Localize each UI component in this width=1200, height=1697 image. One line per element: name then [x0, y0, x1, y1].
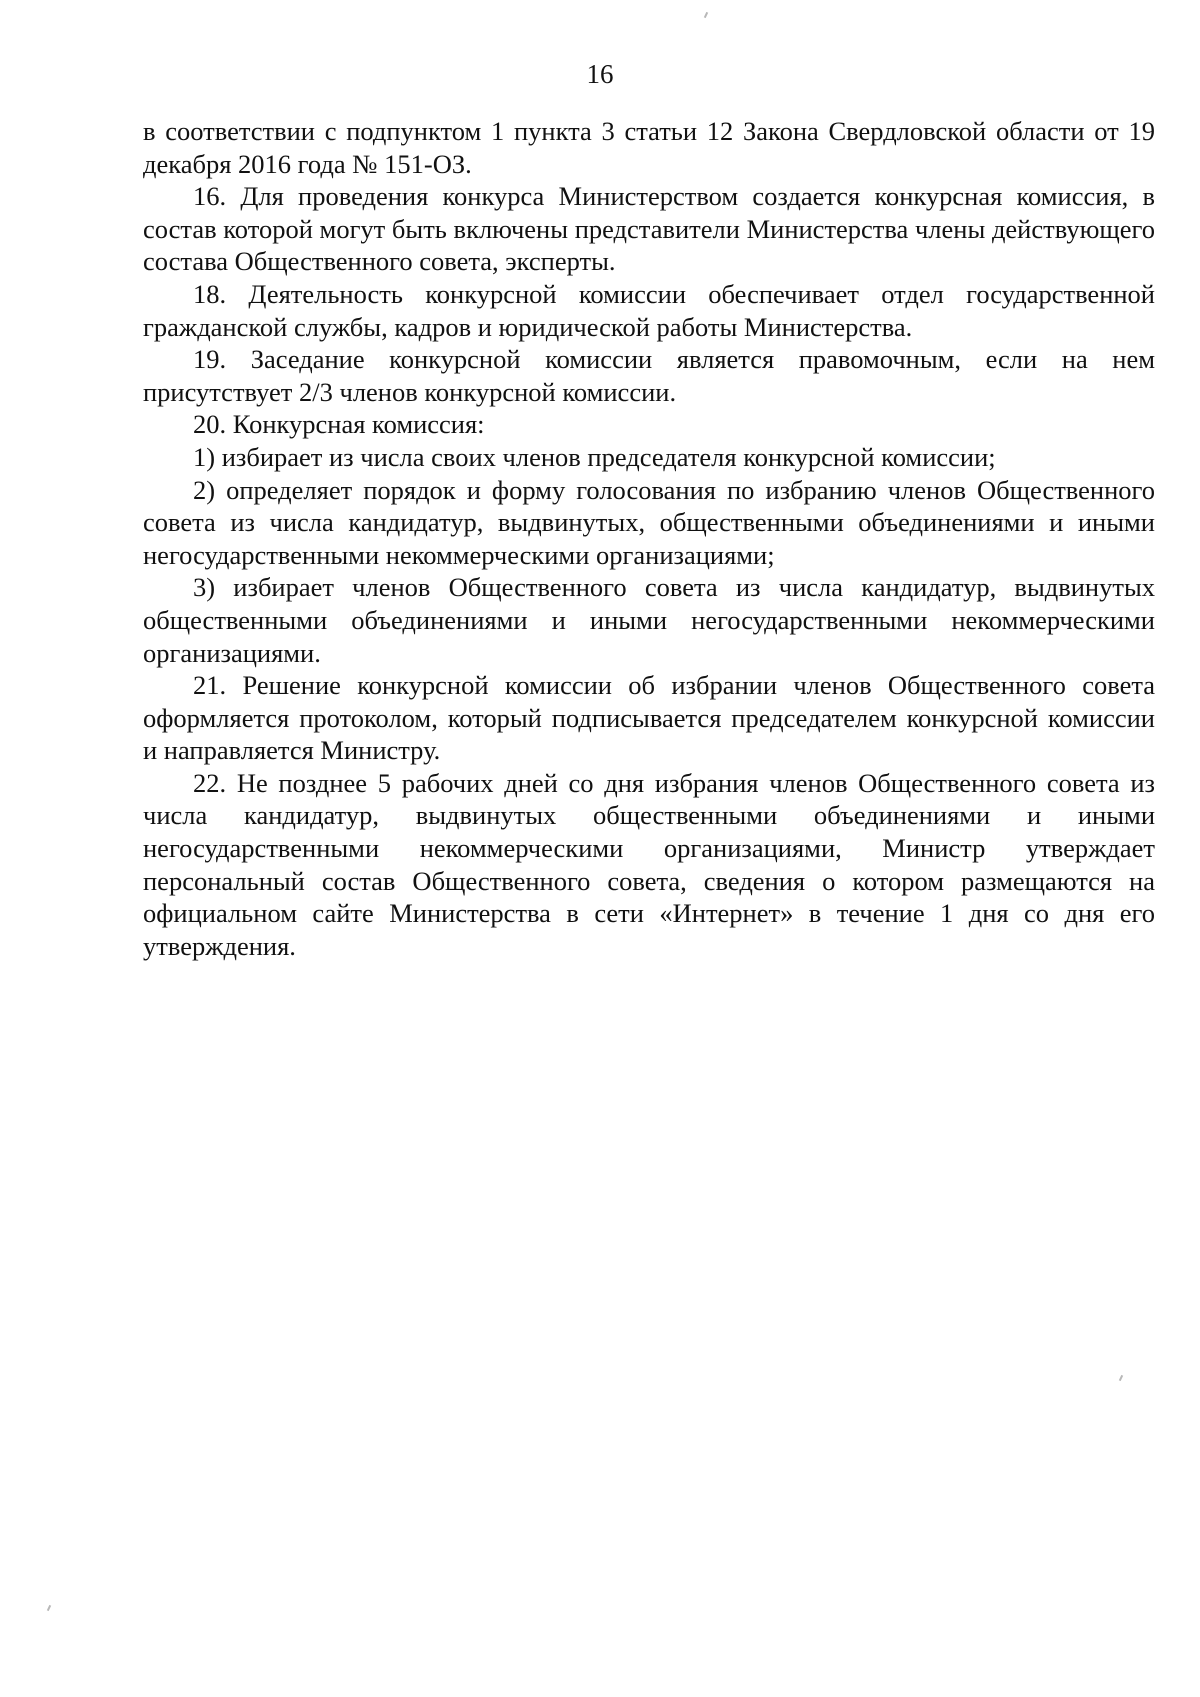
- scan-speck: [47, 1605, 51, 1611]
- document-body: [143, 115, 1155, 962]
- paragraph-18: 18. Деятельность конкурсной комиссии обеспечивает отдел государственной гражданской службы, кадров и юридической работы Министерства.: [143, 278, 1155, 342]
- paragraph-16: 16. Для проведения конкурса Министерством создается конкурсная комиссия, в состав которой могут быть включены представители Министерства члены действующего состава Общественного совета, эксперты.: [143, 181, 1155, 277]
- page-number: 16: [586, 59, 614, 89]
- paragraph-19: 19. Заседание конкурсной комиссии является правомочным, если на нем присутствует 2/3 членов конкурсной комиссии.: [143, 344, 1155, 407]
- paragraph-20-item-3: 3) избирает членов Общественного совета из числа кандидатур, выдвинутых общественными объединениями и иными негосударственными некоммерческими организациями.: [143, 572, 1155, 668]
- scan-speck: [704, 12, 708, 18]
- paragraph-20-item-2: 2) определяет порядок и форму голосования по избранию членов Общественного совета из числа кандидатур, выдвинутых, общественными объединениями и иными негосударственными некоммерческими организациями;: [143, 474, 1155, 570]
- paragraph-20-item-1: 1) избирает из числа своих членов председателя конкурсной комиссии;: [193, 441, 996, 472]
- paragraph-20: 20. Конкурсная комиссия:: [193, 409, 485, 440]
- paragraph-21: 21. Решение конкурсной комиссии об избрании членов Общественного совета оформляется протоколом, который подписывается председателем конкурсной комиссии и направляется Министру.: [143, 670, 1155, 766]
- paragraph-22: 22. Не позднее 5 рабочих дней со дня избрания членов Общественного совета из числа кандидатур, выдвинутых общественными объединениями и иными негосударственными некоммерческими организациями, Министр утверждает персональный состав Общественного совета, сведения о котором размещаются на официальном сайте Министерства в сети «Интернет» в течение 1 дня со дня его утверждения.: [143, 767, 1155, 961]
- scan-speck: [1119, 1375, 1123, 1381]
- paragraph-continuation: в соответствии с подпунктом 1 пункта 3 статьи 12 Закона Свердловской области от 19 декабря 2016 года № 151-ОЗ.: [143, 116, 1155, 179]
